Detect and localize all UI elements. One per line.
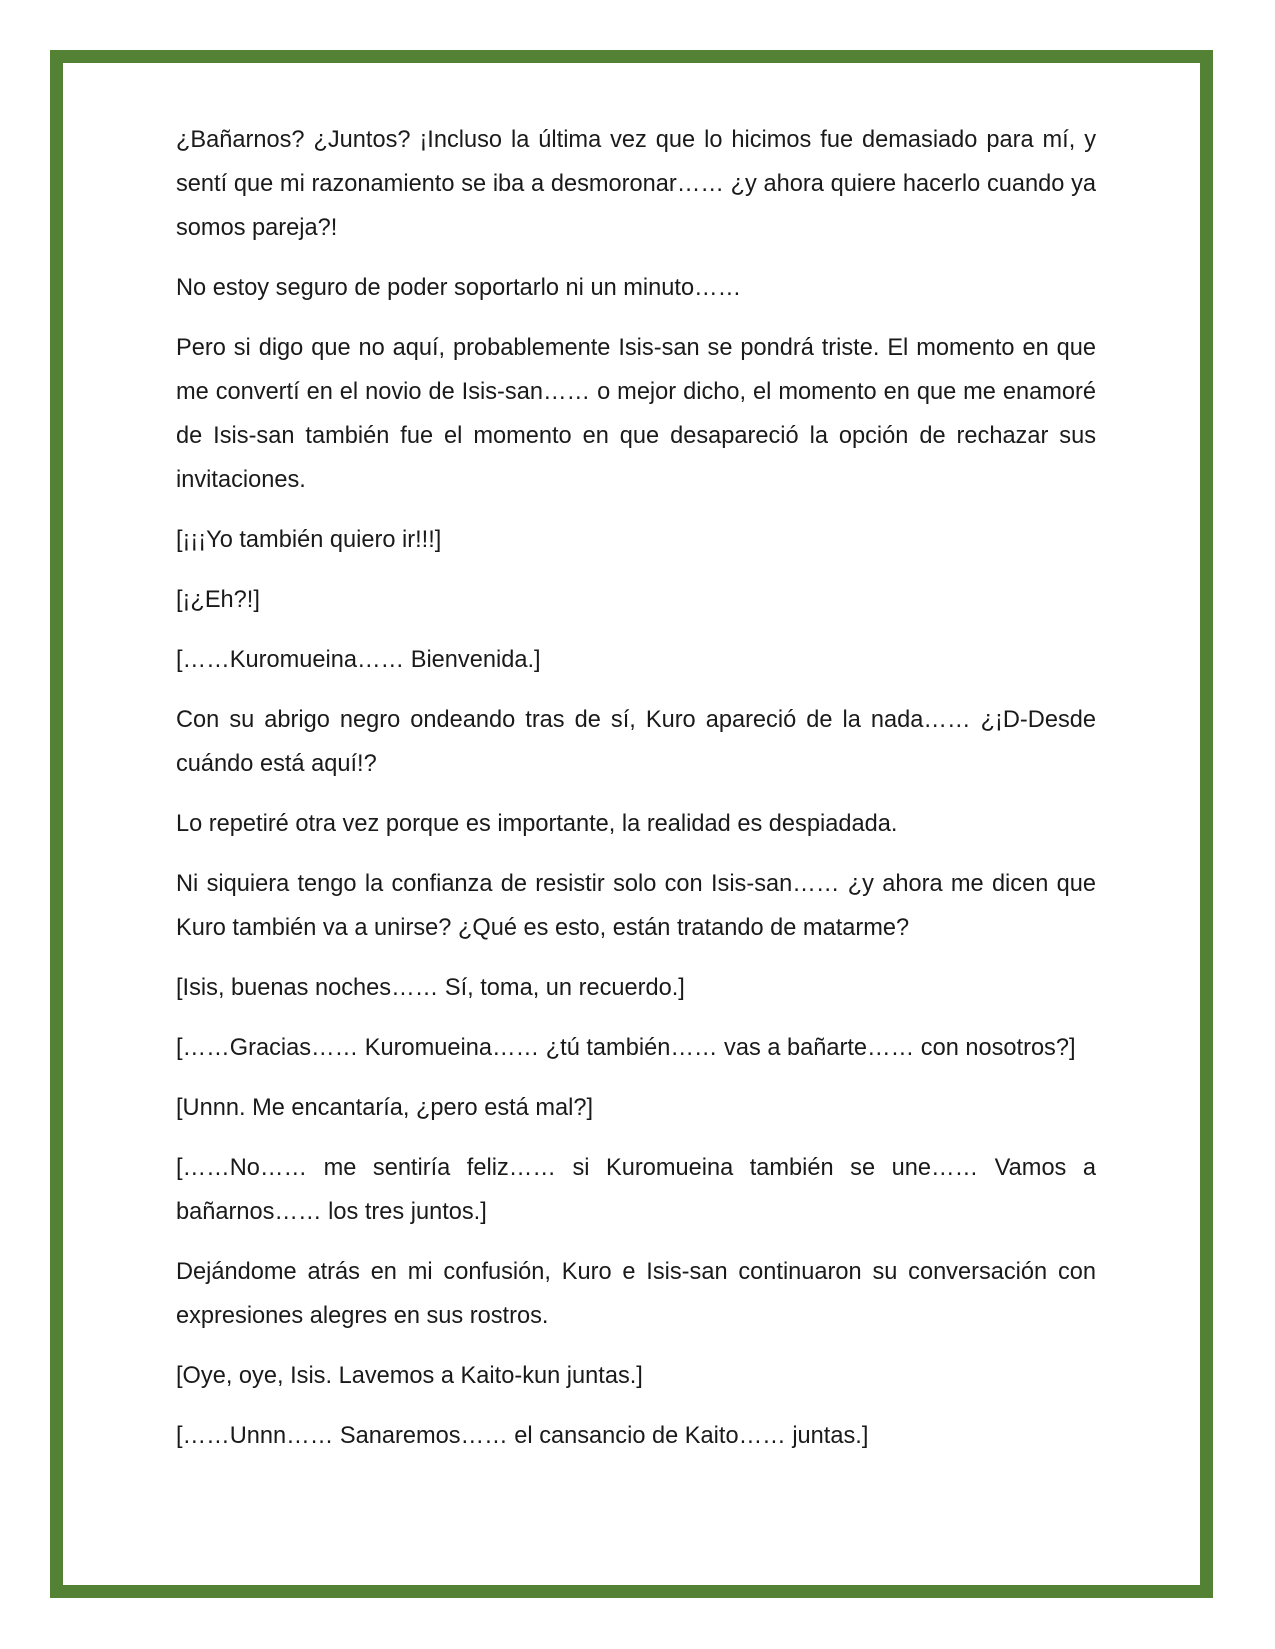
dialogue-line: [……Gracias…… Kuromueina…… ¿tú también…… vas a bañarte…… con nosotros?] [176, 1035, 1076, 1061]
paragraph: Ni siquiera tengo la confianza de resistir solo con Isis-san…… ¿y ahora me dicen que Kuro también va a unirse? ¿Qué es esto, están tratando de matarme? [176, 871, 1096, 941]
dialogue-line: [……Unnn…… Sanaremos…… el cansancio de Kaito…… juntas.] [176, 1423, 869, 1449]
paragraph: ¿Bañarnos? ¿Juntos? ¡Incluso la última vez que lo hicimos fue demasiado para mí, y sentí que mi razonamiento se iba a desmoronar…… ¿y ahora quiere hacerlo cuando ya somos pareja?! [176, 127, 1096, 241]
dialogue-line: [Isis, buenas noches…… Sí, toma, un recuerdo.] [176, 975, 685, 1001]
dialogue-line: [¡¡¡Yo también quiero ir!!!] [176, 527, 442, 553]
dialogue-line: [……Kuromueina…… Bienvenida.] [176, 647, 541, 673]
paragraph: Lo repetiré otra vez porque es importante, la realidad es despiadada. [176, 811, 898, 837]
paragraph: Con su abrigo negro ondeando tras de sí, Kuro apareció de la nada…… ¿¡D-Desde cuándo está aquí!? [176, 707, 1096, 777]
dialogue-line: [Oye, oye, Isis. Lavemos a Kaito-kun juntas.] [176, 1363, 643, 1389]
dialogue-line: [……No…… me sentiría feliz…… si Kuromueina también se une…… Vamos a bañarnos…… los tres juntos.] [176, 1155, 1096, 1225]
dialogue-line: [¡¿Eh?!] [176, 587, 260, 613]
document-body [176, 118, 1096, 1474]
paragraph: Dejándome atrás en mi confusión, Kuro e Isis-san continuaron su conversación con expresiones alegres en sus rostros. [176, 1259, 1096, 1329]
dialogue-line: [Unnn. Me encantaría, ¿pero está mal?] [176, 1095, 594, 1121]
paragraph: No estoy seguro de poder soportarlo ni un minuto…… [176, 275, 742, 301]
paragraph: Pero si digo que no aquí, probablemente Isis-san se pondrá triste. El momento en que me convertí en el novio de Isis-san…… o mejor dicho, el momento en que me enamoré de Isis-san también fue el momento en que desapareció la opción de rechazar sus invitaciones. [176, 335, 1096, 493]
